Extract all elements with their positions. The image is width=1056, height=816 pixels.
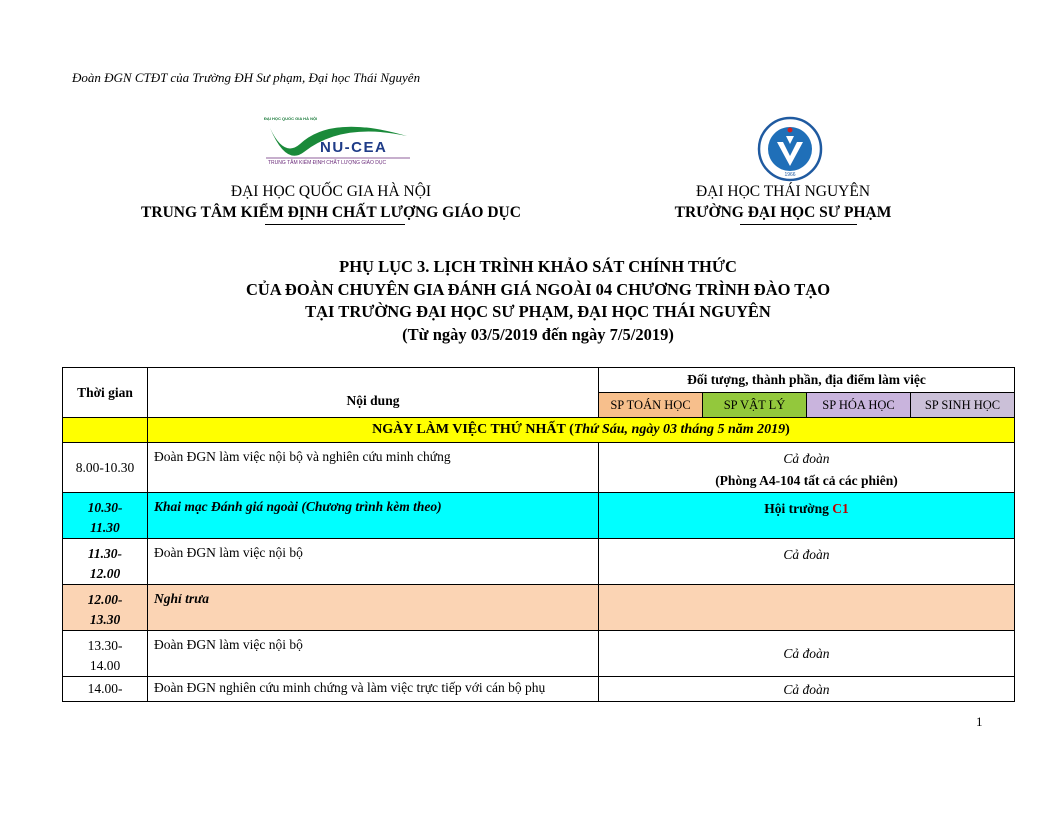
svg-text:TRUNG TÂM KIỂM ĐỊNH CHẤT LƯỢNG: TRUNG TÂM KIỂM ĐỊNH CHẤT LƯỢNG GIÁO DỤC <box>268 160 387 166</box>
row-time: 11.30- 12.00 <box>63 539 148 585</box>
row-time: 10.30- 11.30 <box>63 493 148 539</box>
subheader-hoa: SP HÓA HỌC <box>807 393 911 418</box>
title-line1: PHỤ LỤC 3. LỊCH TRÌNH KHẢO SÁT CHÍNH THỨC <box>339 257 737 276</box>
row-target-a: Hội trường <box>764 501 833 516</box>
document-title <box>62 256 1014 346</box>
table-row <box>63 631 1015 677</box>
day-label: NGÀY LÀM VIỆC THỨ NHẤT ( <box>372 422 574 437</box>
title-line2: CỦA ĐOÀN CHUYÊN GIA ĐÁNH GIÁ NGOÀI 04 CHƯƠNG TRÌNH ĐÀO TẠO <box>245 279 831 299</box>
org-right-line2: TRƯỜNG ĐẠI HỌC SƯ PHẠM <box>674 204 892 221</box>
header-content: Nội dung <box>148 368 599 418</box>
title-line3: TẠI TRƯỜNG ĐẠI HỌC SƯ PHẠM, ĐẠI HỌC THÁI NGUYÊN <box>305 302 771 321</box>
row-time: 14.00- <box>63 677 148 702</box>
table-row <box>63 585 1015 631</box>
day-row-blank <box>63 418 148 443</box>
svg-text:ĐẠI HỌC QUỐC GIA HÀ NỘI: ĐẠI HỌC QUỐC GIA HÀ NỘI <box>264 116 318 121</box>
row-target-line1: Cả đoàn <box>783 451 830 466</box>
tnue-seal-logo <box>757 116 823 182</box>
row-target: Cả đoàn <box>599 539 1015 585</box>
nu-cea-logo <box>262 114 412 174</box>
row-time: 8.00-10.30 <box>63 443 148 493</box>
row-target <box>599 585 1015 631</box>
org-right <box>650 181 916 223</box>
row-content: Đoàn ĐGN làm việc nội bộ <box>148 631 599 677</box>
title-line4: (Từ ngày 03/5/2019 đến ngày 7/5/2019) <box>402 324 674 344</box>
org-left-line1: ĐẠI HỌC QUỐC GIA HÀ NỘI <box>230 183 432 200</box>
org-right-underline <box>740 224 857 225</box>
row-target: Cả đoàn <box>599 631 1015 677</box>
table-row <box>63 539 1015 585</box>
org-left <box>120 181 542 223</box>
org-left-underline <box>265 224 405 225</box>
day-close: ) <box>785 422 790 437</box>
row-target: Cả đoàn <box>599 677 1015 702</box>
header-group: Đối tượng, thành phần, địa điểm làm việc <box>599 368 1015 393</box>
row-target-line2: (Phòng A4-104 tất cả các phiên) <box>715 473 898 488</box>
row-target <box>599 493 1015 539</box>
row-time: 12.00- 13.30 <box>63 585 148 631</box>
subheader-sinh: SP SINH HỌC <box>911 393 1015 418</box>
day-date: Thứ Sáu, ngày 03 tháng 5 năm 2019 <box>573 422 786 437</box>
table-header-row <box>63 368 1015 393</box>
row-time: 13.30- 14.00 <box>63 631 148 677</box>
subheader-toan: SP TOÁN HỌC <box>599 393 703 418</box>
table-row <box>63 443 1015 493</box>
row-content: Khai mạc Đánh giá ngoài (Chương trình kèm theo) <box>148 493 599 539</box>
page-number: 1 <box>976 714 983 729</box>
row-target-b: C1 <box>832 501 849 516</box>
schedule-table <box>62 367 1015 702</box>
row-content: Đoàn ĐGN làm việc nội bộ <box>148 539 599 585</box>
table-row <box>63 677 1015 702</box>
table-row <box>63 493 1015 539</box>
svg-text:1966: 1966 <box>784 172 796 178</box>
header-note: Đoàn ĐGN CTĐT của Trường ĐH Sư phạm, Đại học Thái Nguyên <box>72 70 421 85</box>
svg-text:NU-CEA: NU-CEA <box>320 139 388 156</box>
org-right-line1: ĐẠI HỌC THÁI NGUYÊN <box>695 183 871 200</box>
subheader-ly: SP VẬT LÝ <box>703 393 807 418</box>
org-left-line2: TRUNG TÂM KIỂM ĐỊNH CHẤT LƯỢNG GIÁO DỤC <box>141 204 521 221</box>
row-target <box>599 443 1015 493</box>
row-content: Đoàn ĐGN nghiên cứu minh chứng và làm việc trực tiếp với cán bộ phụ <box>148 677 599 702</box>
header-time: Thời gian <box>63 368 148 418</box>
row-content: Nghỉ trưa <box>148 585 599 631</box>
row-content: Đoàn ĐGN làm việc nội bộ và nghiên cứu minh chứng <box>148 443 599 493</box>
day-row <box>63 418 1015 443</box>
day-row-label <box>148 418 1015 443</box>
